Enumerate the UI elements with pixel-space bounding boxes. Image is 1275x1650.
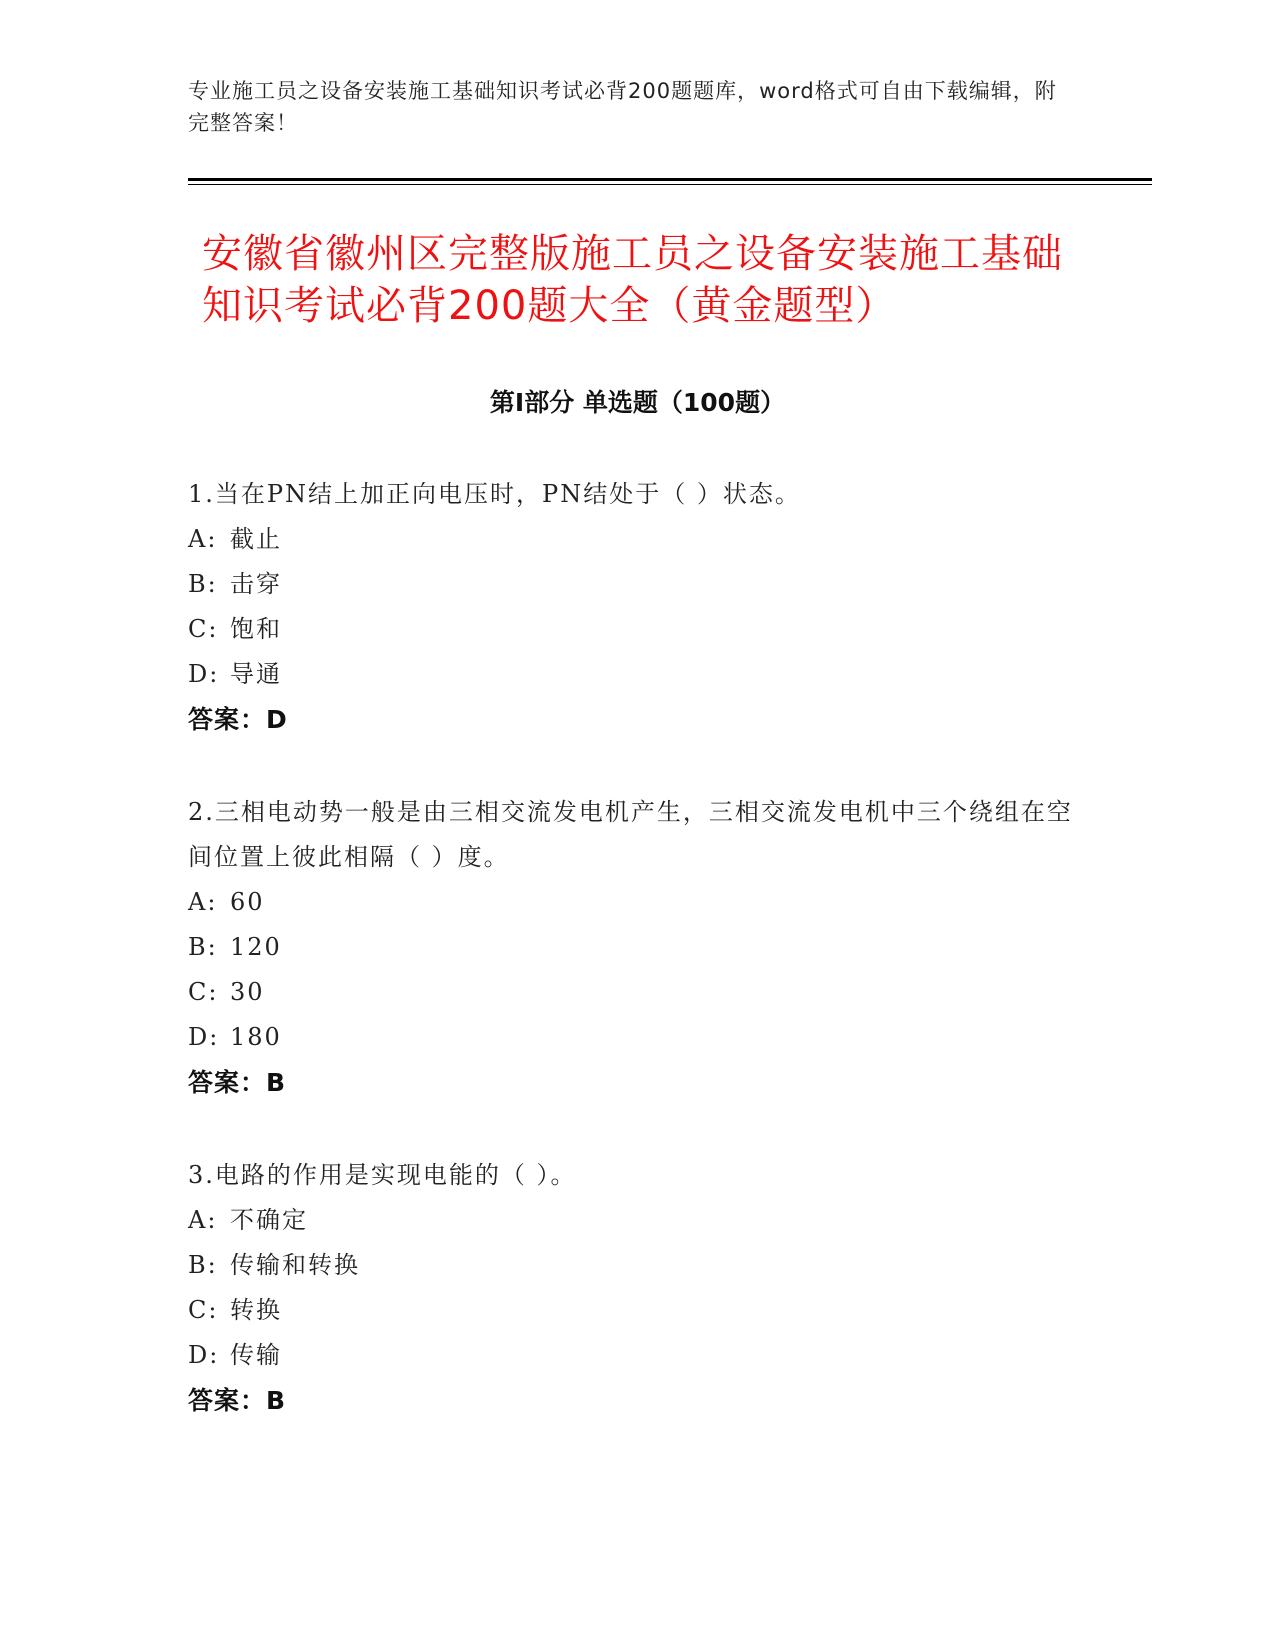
option-d	[188, 1333, 1088, 1378]
option-d	[188, 1015, 1088, 1060]
option-c	[188, 607, 1088, 652]
section-title: 第Ⅰ部分 单选题（100题）	[489, 388, 786, 417]
option-letter: C:	[188, 1296, 219, 1324]
answer-line: 答案：B	[188, 1068, 287, 1097]
option-text: 30	[230, 978, 265, 1006]
option-text: 不确定	[230, 1206, 308, 1234]
option-text: 导通	[230, 660, 282, 688]
header-divider-thick	[188, 178, 1152, 181]
question-block	[188, 1153, 1088, 1423]
option-letter: B:	[188, 570, 218, 598]
option-text: 转换	[230, 1296, 282, 1324]
option-c	[188, 1288, 1088, 1333]
option-letter: C:	[188, 978, 219, 1006]
option-letter: C:	[188, 615, 219, 643]
option-letter: A:	[188, 525, 218, 553]
option-text: 饱和	[230, 615, 282, 643]
header-divider-thin	[188, 184, 1152, 185]
option-text: 传输	[230, 1341, 282, 1369]
option-text: 120	[230, 933, 282, 961]
option-letter: D:	[188, 660, 220, 688]
option-letter: D:	[188, 1023, 220, 1051]
header-note: 专业施工员之设备安装施工基础知识考试必背200题题库，word格式可自由下载编辑，附完整答案！	[188, 79, 1057, 135]
option-text: 截止	[230, 525, 282, 553]
option-letter: B:	[188, 933, 218, 961]
option-text: 传输和转换	[230, 1251, 360, 1279]
option-a	[188, 880, 1088, 925]
option-text: 60	[230, 888, 265, 916]
question-stem: 1.当在PN结上加正向电压时，PN结处于（ ）状态。	[188, 480, 801, 508]
option-letter: D:	[188, 1341, 220, 1369]
question-stem: 3.电路的作用是实现电能的（ ）。	[188, 1161, 577, 1189]
option-letter: A:	[188, 888, 218, 916]
option-b	[188, 1243, 1088, 1288]
option-d	[188, 652, 1088, 697]
option-b	[188, 562, 1088, 607]
option-a	[188, 1198, 1088, 1243]
option-letter: B:	[188, 1251, 218, 1279]
document-title: 安徽省徽州区完整版施工员之设备安装施工基础知识考试必背200题大全（黄金题型）	[202, 231, 1063, 329]
question-block	[188, 472, 1088, 742]
option-text: 180	[230, 1023, 282, 1051]
option-b	[188, 925, 1088, 970]
option-text: 击穿	[230, 570, 282, 598]
option-c	[188, 970, 1088, 1015]
option-letter: A:	[188, 1206, 218, 1234]
answer-line: 答案：B	[188, 1386, 287, 1415]
question-block	[188, 790, 1088, 1105]
option-a	[188, 517, 1088, 562]
question-stem: 2.三相电动势一般是由三相交流发电机产生，三相交流发电机中三个绕组在空间位置上彼此相隔（ ）度。	[188, 798, 1073, 871]
answer-line: 答案：D	[188, 705, 288, 734]
